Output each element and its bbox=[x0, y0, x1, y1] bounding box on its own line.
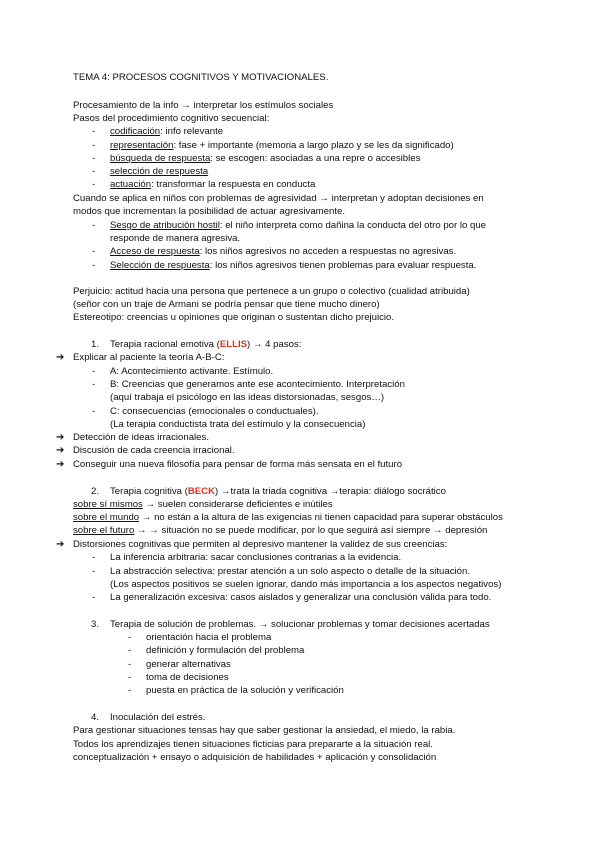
step-desc: : transformar la respuesta en conducta bbox=[151, 179, 316, 190]
author-beck: BECK bbox=[187, 486, 216, 497]
abc-c: C: consecuencias (emocionales o conductuales). bbox=[110, 406, 319, 417]
section-3-number: 3. bbox=[91, 619, 100, 630]
section-2-number: 2. bbox=[91, 486, 100, 497]
step-term: selección de respuesta bbox=[110, 166, 209, 177]
bullet-dash: - bbox=[92, 379, 96, 390]
distortion-3: La generalización excesiva: casos aislados y generalizar una conclusión válida para todo. bbox=[110, 592, 492, 603]
section-4-line-2: Todos los aprendizajes tienen situaciones ficticias para prepararte a la situación real. bbox=[73, 739, 433, 750]
bullet-dash: - bbox=[92, 366, 96, 377]
page-title: TEMA 4: PROCESOS COGNITIVOS Y MOTIVACIONALES. bbox=[73, 72, 329, 83]
list-item: generar alternativas bbox=[146, 659, 231, 670]
bullet-dash: - bbox=[92, 166, 96, 177]
list-item bbox=[110, 179, 315, 191]
distortion-2-note: (Los aspectos positivos se suelen ignorar, dando más importancia a los aspectos negativos) bbox=[110, 579, 502, 590]
list-item: puesta en práctica de la solución y verificación bbox=[146, 685, 344, 696]
step-term: representación bbox=[110, 140, 174, 151]
bias-term: Sesgo de atribución hostil bbox=[110, 220, 220, 231]
section-1-explain: Explicar al paciente la teoría A-B-C: bbox=[73, 352, 225, 363]
step-desc: : fase + importante (memoria a largo plazo y se les da significado) bbox=[173, 140, 454, 151]
triad-desc: → → situación no se puede modificar, por lo que seguirá así siempre → depresión bbox=[134, 525, 488, 536]
bias-desc: : los niños agresivos no acceden a respuestas no agresivas. bbox=[199, 246, 457, 257]
section-3-title: Terapia de solución de problemas. → solucionar problemas y tomar decisiones acertadas bbox=[110, 619, 490, 630]
bias-desc-cont: responde de manera agresiva. bbox=[110, 233, 241, 244]
step-desc: : se escogen: asociadas a una repre o accesibles bbox=[210, 153, 421, 164]
section-1-step-3: Discusión de cada creencia irracional. bbox=[73, 445, 235, 456]
list-item: toma de decisiones bbox=[146, 672, 229, 683]
list-item bbox=[110, 260, 476, 272]
bullet-dash: - bbox=[92, 260, 96, 271]
arrow-bullet-icon: ➔ bbox=[56, 539, 65, 550]
stereotype-line: Estereotipo: creencias u opiniones que originan o sustentan dicho prejuicio. bbox=[73, 312, 395, 323]
section-1-step-2: Detección de ideas irracionales. bbox=[73, 432, 209, 443]
distortions-heading: Distorsiones cognitivas que permiten al depresivo mantener la validez de sus creencias: bbox=[73, 539, 448, 550]
arrow-bullet-icon: ➔ bbox=[56, 459, 65, 470]
bullet-dash: - bbox=[128, 645, 132, 656]
list-item bbox=[110, 126, 223, 138]
section-4-line-1: Para gestionar situaciones tensas hay que saber gestionar la ansiedad, el miedo, la rabia. bbox=[73, 725, 456, 736]
bullet-dash: - bbox=[92, 566, 96, 577]
section-4-title: Inoculación del estrés. bbox=[110, 712, 206, 723]
triad-world bbox=[73, 512, 503, 524]
bias-term: Selección de respuesta bbox=[110, 260, 210, 271]
section-4-line-3: conceptualización + ensayo o adquisición de habilidades + aplicación y consolidación bbox=[73, 752, 437, 763]
list-item bbox=[110, 220, 486, 232]
bullet-dash: - bbox=[128, 659, 132, 670]
bullet-dash: - bbox=[92, 140, 96, 151]
bullet-dash: - bbox=[128, 632, 132, 643]
abc-b-note: (aquí trabaja el psicólogo en las ideas distorsionadas, sesgos…) bbox=[110, 392, 385, 403]
intro-line-1: Procesamiento de la info → interpretar los estímulos sociales bbox=[73, 100, 334, 111]
aggression-line-2: modos que incrementan la posibilidad de actuar agresivamente. bbox=[73, 206, 345, 217]
bullet-dash: - bbox=[92, 552, 96, 563]
section-1-title-pre: Terapia racional emotiva ( bbox=[110, 339, 220, 350]
section-2-title-post: ) →trata la triada cognitiva →terapia: diálogo socrático bbox=[215, 486, 446, 497]
intro-line-2: Pasos del procedimiento cognitivo secuencial: bbox=[73, 113, 270, 124]
bias-term: Acceso de respuesta bbox=[110, 246, 200, 257]
step-term: codificación bbox=[110, 126, 161, 137]
list-item bbox=[110, 166, 208, 178]
bullet-dash: - bbox=[92, 126, 96, 137]
list-item bbox=[110, 153, 420, 165]
arrow-bullet-icon: ➔ bbox=[56, 445, 65, 456]
triad-term: sobre sí mismos bbox=[73, 499, 143, 510]
abc-c-note: (La terapia conductista trata del estímulo y la consecuencia) bbox=[110, 419, 366, 430]
arrow-bullet-icon: ➔ bbox=[56, 432, 65, 443]
distortion-2: La abstracción selectiva: prestar atención a un solo aspecto o detalle de la situación. bbox=[110, 566, 470, 577]
bullet-dash: - bbox=[128, 672, 132, 683]
list-item: definición y formulación del problema bbox=[146, 645, 305, 656]
section-1-title-post: ) → 4 pasos: bbox=[247, 339, 302, 350]
abc-b: B: Creencias que generamos ante ese acontecimiento. Interpretación bbox=[110, 379, 405, 390]
bullet-dash: - bbox=[92, 592, 96, 603]
prejudice-line-2: (señor con un traje de Armani se podría pensar que tiene mucho dinero) bbox=[73, 299, 380, 310]
prejudice-line-1: Perjuicio: actitud hacia una persona que pertenece a un grupo o colectivo (cualidad atribuida) bbox=[73, 286, 470, 297]
step-desc: : info relevante bbox=[160, 126, 224, 137]
step-term: actuación bbox=[110, 179, 152, 190]
section-4-number: 4. bbox=[91, 712, 100, 723]
list-item: orientación hacia el problema bbox=[146, 632, 272, 643]
bullet-dash: - bbox=[92, 246, 96, 257]
section-1-title bbox=[110, 339, 301, 351]
triad-desc: → suelen considerarse deficientes e inútiles bbox=[142, 499, 333, 510]
triad-self bbox=[73, 499, 333, 511]
section-2-title bbox=[110, 486, 446, 498]
aggression-line-1: Cuando se aplica en niños con problemas de agresividad → interpretan y adoptan decisiones en bbox=[73, 193, 484, 204]
step-term: búsqueda de respuesta bbox=[110, 153, 211, 164]
author-ellis: ELLIS bbox=[219, 339, 248, 350]
bullet-dash: - bbox=[92, 179, 96, 190]
section-2-title-pre: Terapia cognitiva ( bbox=[110, 486, 188, 497]
abc-a: A: Acontecimiento activante. Estímulo. bbox=[110, 366, 274, 377]
bullet-dash: - bbox=[128, 685, 132, 696]
triad-term: sobre el futuro bbox=[73, 525, 135, 536]
distortion-1: La inferencia arbitraria: sacar conclusiones contrarias a la evidencia. bbox=[110, 552, 402, 563]
triad-future bbox=[73, 525, 487, 537]
bullet-dash: - bbox=[92, 220, 96, 231]
bias-desc: : el niño interpreta como dañina la conducta del otro por lo que bbox=[219, 220, 487, 231]
section-1-number: 1. bbox=[91, 339, 100, 350]
bias-desc: : los niños agresivos tienen problemas para evaluar respuesta. bbox=[209, 260, 477, 271]
list-item bbox=[110, 246, 456, 258]
section-1-step-4: Conseguir una nueva filosofía para pensar de forma más sensata en el futuro bbox=[73, 459, 403, 470]
arrow-bullet-icon: ➔ bbox=[56, 352, 65, 363]
list-item bbox=[110, 140, 454, 152]
triad-desc: → no están a la altura de las exigencias ni tienen capacidad para superar obstáculos bbox=[139, 512, 503, 523]
bullet-dash: - bbox=[92, 153, 96, 164]
bullet-dash: - bbox=[92, 406, 96, 417]
triad-term: sobre el mundo bbox=[73, 512, 140, 523]
